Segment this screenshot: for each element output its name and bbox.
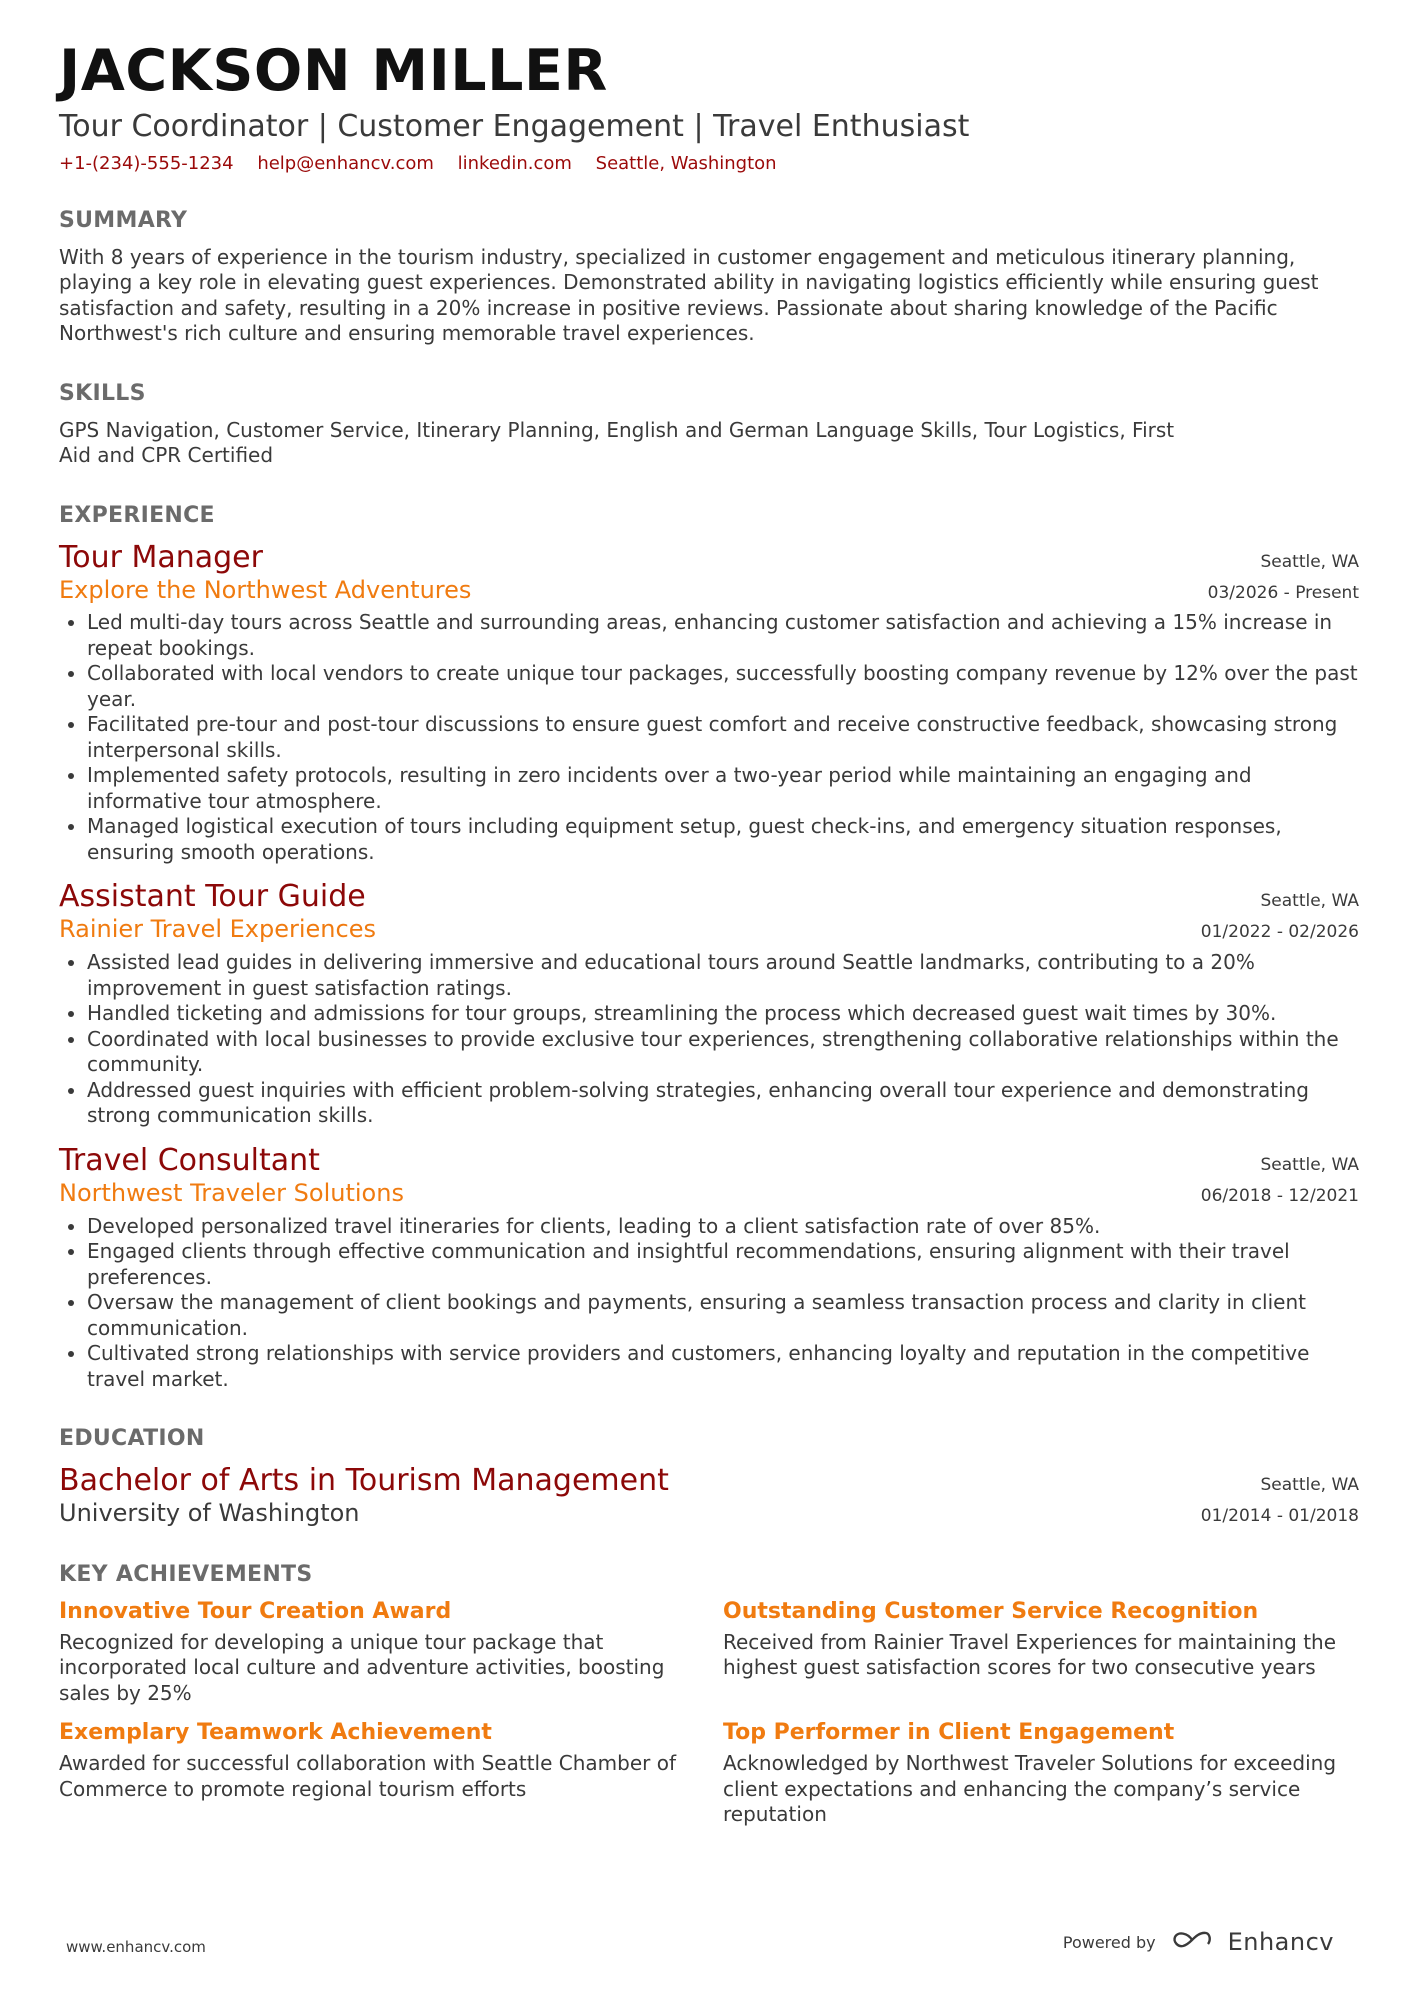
achievement-desc: Recognized for developing a unique tour package that incorporated local culture and adventure activities, boosting sales by 25% — [59, 1629, 665, 1705]
achievement-title: Innovative Tour Creation Award — [59, 1598, 452, 1624]
job-title: Assistant Tour Guide — [59, 879, 366, 915]
job-dates: 06/2018 - 12/2021 — [1200, 1185, 1359, 1206]
resume-page — [59, 40, 1359, 1828]
headline: Tour Coordinator | Customer Engagement | Travel Enthusiast — [59, 108, 970, 144]
education-entry — [59, 1463, 1359, 1528]
job-bullets — [59, 950, 1359, 1129]
skills-text: GPS Navigation, Customer Service, Itinerary Planning, English and German Language Skills, Tour Logistics, First Aid and CPR Certified — [59, 417, 1175, 468]
achievement-desc: Acknowledged by Northwest Traveler Solutions for exceeding client expectations and enhancing the company’s service reputation — [723, 1751, 1337, 1827]
email-link[interactable]: help@enhancv.com — [257, 152, 434, 174]
bullet-item: • Cultivated strong relationships with service providers and customers, enhancing loyalty and reputation in the competitive travel market. — [87, 1341, 1359, 1392]
experience-entry — [59, 1143, 1359, 1392]
achievements-grid — [59, 1599, 1359, 1828]
job-location: Seattle, WA — [1260, 1154, 1359, 1175]
powered-by-text: Powered by — [1062, 1932, 1156, 1952]
achievement-desc: Awarded for successful collaboration with Seattle Chamber of Commerce to promote regional tourism efforts — [59, 1751, 676, 1801]
experience-entry — [59, 879, 1359, 1128]
achievement-title: Top Performer in Client Engagement — [723, 1720, 1175, 1746]
bullet-item: • Handled ticketing and admissions for tour groups, streamlining the process which decreased guest wait times by 30%. — [87, 1001, 1359, 1027]
bullet-item: • Led multi-day tours across Seattle and surrounding areas, enhancing customer satisfaction and achieving a 15% increase in repeat bookings. — [87, 610, 1359, 661]
degree-title: Bachelor of Arts in Tourism Management — [59, 1463, 669, 1499]
achievement-item — [723, 1720, 1363, 1828]
job-location: Seattle, WA — [1260, 891, 1359, 912]
enhancv-infinity-icon — [1170, 1928, 1214, 1956]
footer-branding — [1063, 1928, 1334, 1956]
bullet-item: • Coordinated with local businesses to provide exclusive tour experiences, strengthening collaborative relationships within the community. — [87, 1027, 1359, 1078]
bullet-item: • Collaborated with local vendors to create unique tour packages, successfully boosting company revenue by 12% over the past year. — [87, 661, 1359, 712]
footer-website-link[interactable]: www.enhancv.com — [66, 1938, 206, 1956]
brand-name: Enhancv — [1227, 1928, 1334, 1956]
summary-text: With 8 years of experience in the tourism industry, specialized in customer engagement and meticulous itinerary planning, playing a key role in elevating guest experiences. Demonstrated ability in navigating logistics efficiently while ensuring guest satisfaction and safety, resulting in a 20% increase in positive reviews. Passionate about sharing knowledge of the Pacific Northwest's rich culture and ensuring memorable travel experiences. — [59, 244, 1319, 346]
education-location: Seattle, WA — [1260, 1475, 1359, 1496]
achievement-desc: Received from Rainier Travel Experiences for maintaining the highest guest satisfaction scores for two consecutive years — [723, 1629, 1337, 1680]
experience-entry — [59, 540, 1359, 866]
achievements-heading: KEY ACHIEVEMENTS — [59, 1561, 313, 1587]
bullet-item: • Engaged clients through effective communication and insightful recommendations, ensuring alignment with their travel preferences. — [87, 1239, 1359, 1290]
bullet-item: • Addressed guest inquiries with efficient problem-solving strategies, enhancing overall tour experience and demonstrating strong communication skills. — [87, 1078, 1359, 1129]
achievement-item — [723, 1599, 1363, 1707]
education-heading: EDUCATION — [59, 1426, 205, 1452]
achievement-title: Exemplary Teamwork Achievement — [59, 1720, 492, 1746]
achievement-item — [59, 1720, 699, 1828]
candidate-name: JACKSON MILLER — [59, 38, 608, 104]
phone-link[interactable]: +1-(234)-555-1234 — [59, 152, 234, 174]
achievement-item — [59, 1599, 699, 1707]
contact-line — [59, 153, 1359, 174]
company-name: Rainier Travel Experiences — [59, 915, 376, 944]
job-bullets — [59, 610, 1359, 865]
bullet-item: • Facilitated pre-tour and post-tour discussions to ensure guest comfort and receive constructive feedback, showcasing strong interpersonal skills. — [87, 712, 1359, 763]
job-title: Tour Manager — [59, 539, 263, 575]
experience-heading: EXPERIENCE — [59, 502, 215, 528]
education-dates: 01/2014 - 01/2018 — [1200, 1506, 1359, 1527]
skills-heading: SKILLS — [59, 380, 146, 406]
job-bullets — [59, 1214, 1359, 1393]
location-text: Seattle, Washington — [595, 152, 777, 174]
achievement-title: Outstanding Customer Service Recognition — [723, 1598, 1259, 1624]
company-name: Explore the Northwest Adventures — [59, 575, 472, 604]
linkedin-link[interactable]: linkedin.com — [457, 152, 572, 174]
company-name: Northwest Traveler Solutions — [59, 1178, 404, 1207]
job-title: Travel Consultant — [59, 1142, 320, 1178]
school-name: University of Washington — [59, 1499, 360, 1528]
job-location: Seattle, WA — [1260, 551, 1359, 572]
job-dates: 03/2026 - Present — [1207, 582, 1359, 603]
bullet-item: • Assisted lead guides in delivering immersive and educational tours around Seattle landmarks, contributing to a 20% improvement in guest satisfaction ratings. — [87, 950, 1359, 1001]
bullet-item: • Developed personalized travel itineraries for clients, leading to a client satisfaction rate of over 85%. — [87, 1214, 1359, 1240]
bullet-item: • Managed logistical execution of tours including equipment setup, guest check-ins, and emergency situation responses, ensuring smooth operations. — [87, 814, 1359, 865]
summary-heading: SUMMARY — [59, 207, 188, 233]
bullet-item: • Oversaw the management of client bookings and payments, ensuring a seamless transaction process and clarity in client communication. — [87, 1290, 1359, 1341]
bullet-item: • Implemented safety protocols, resulting in zero incidents over a two-year period while maintaining an engaging and informative tour atmosphere. — [87, 763, 1359, 814]
job-dates: 01/2022 - 02/2026 — [1200, 922, 1359, 943]
